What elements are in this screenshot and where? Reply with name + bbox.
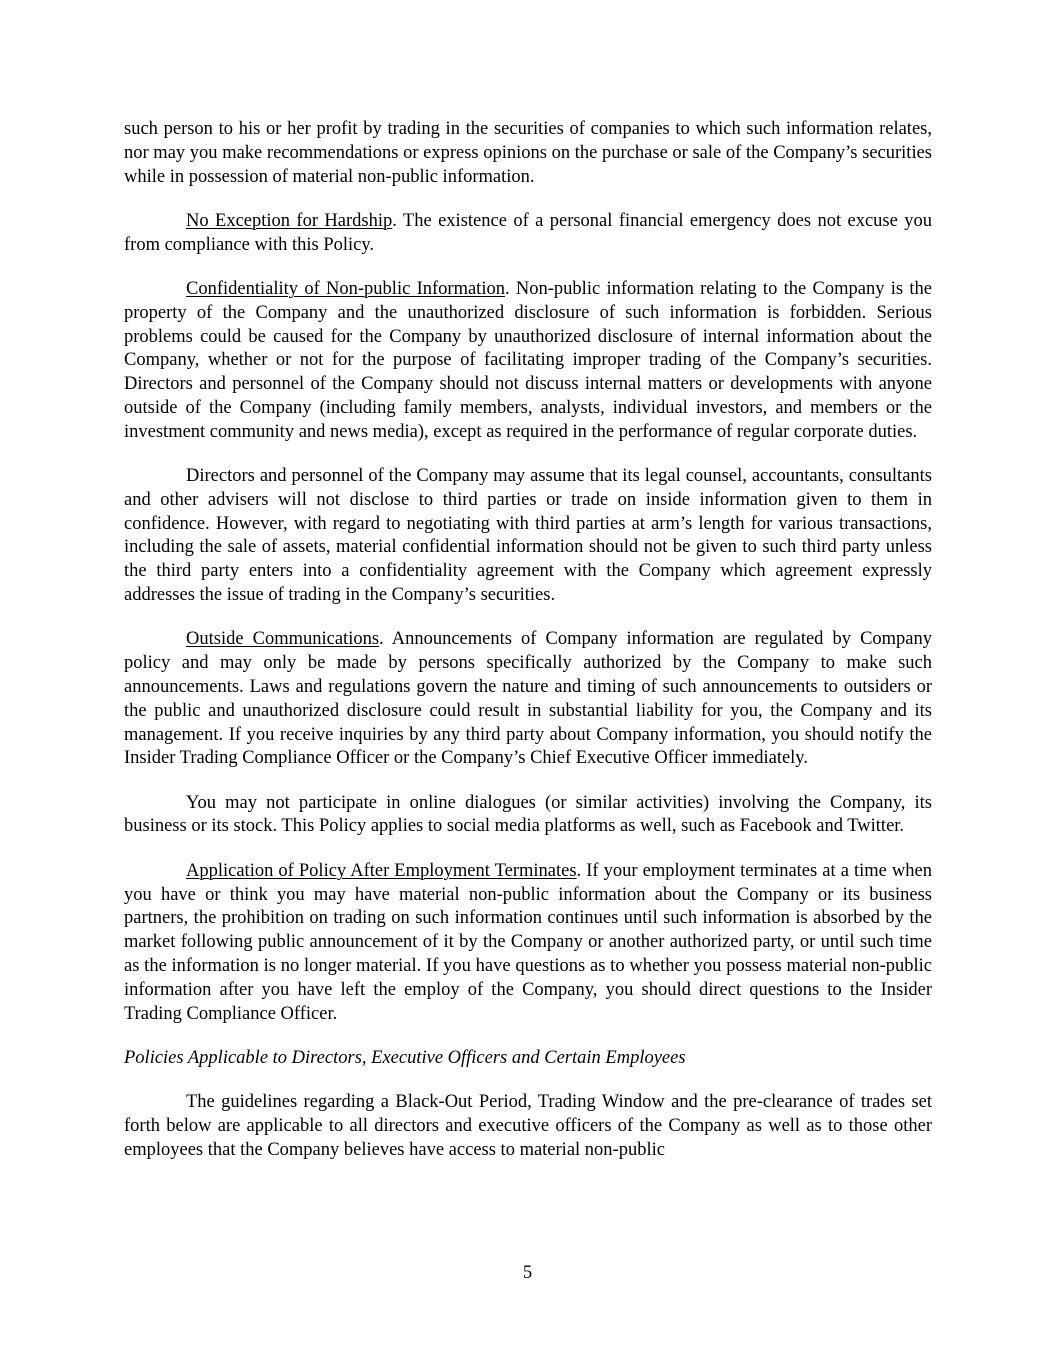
- section-heading: Policies Applicable to Directors, Executive Officers and Certain Employees: [124, 1047, 686, 1068]
- document-body: [124, 118, 932, 1183]
- paragraph-advisers: Directors and personnel of the Company may assume that its legal counsel, accountants, consultants and other advisers will not disclose to third parties or trade on inside information given to them in confidence. However, with regard to negotiating with third parties at arm’s length for various transactions, including the sale of assets, material confidential information should not be given to such third party unless the third party enters into a confidentiality agreement with the Company which agreement expressly addresses the issue of trading in the Company’s securities.: [124, 466, 932, 606]
- paragraph-text: Announcements of Company information are regulated by Company policy and may only be made by persons specifically authorized by the Company to make such announcements. Laws and regulations govern the nature and timing of such announcements to outsiders or the public and unauthorized disclosure could result in substantial liability for you, the Company and its management. If you receive inquiries by any third party about Company information, you should notify the Insider Trading Compliance Officer or the Company’s Chief Executive Officer immediately.: [124, 629, 933, 769]
- paragraph-heading: Confidentiality of Non-public Information: [186, 278, 505, 299]
- heading-separator: .: [379, 629, 392, 650]
- paragraph-heading: Outside Communications: [186, 629, 380, 650]
- paragraph-confidentiality: [124, 278, 932, 445]
- paragraph-heading: Application of Policy After Employment Terminates: [186, 860, 577, 881]
- heading-separator: .: [392, 210, 403, 231]
- page-number: 5: [522, 1263, 533, 1283]
- paragraph-text: If your employment terminates at a time when you have or think you may have material non-public information about the Company or its business partners, the prohibition on trading on such information continues until such information is absorbed by the market following public announcement of it by the Company or another authorized party, or until such time as the information is no longer material. If you have questions as to whether you possess material non-public information after you have left the employ of the Company, you should direct questions to the Insider Trading Compliance Officer.: [124, 860, 932, 1024]
- paragraph-text: Non-public information relating to the Company is the property of the Company and the unauthorized disclosure of such information is forbidden. Serious problems could be caused for the Company by unauthorized disclosure of internal information about the Company, whether or not for the purpose of facilitating improper trading of the Company’s securities. Directors and personnel of the Company should not discuss internal matters or developments with anyone outside of the Company (including family members, analysts, individual investors, and members or the investment community and news media), except as required in the performance of regular corporate duties.: [124, 278, 933, 442]
- paragraph-continuation: such person to his or her profit by trading in the securities of companies to which such information relates, nor may you make recommendations or express opinions on the purchase or sale of the Company’s securities while in possession of material non-public information.: [124, 119, 932, 187]
- paragraph-text: The existence of a personal financial emergency does not excuse you from compliance with this Policy.: [124, 210, 932, 255]
- paragraph-no-exception-for-hardship: [124, 210, 932, 258]
- paragraph-heading: No Exception for Hardship: [186, 210, 393, 231]
- paragraph-online-dialogues: You may not participate in online dialogues (or similar activities) involving the Company, its business or its stock. This Policy applies to social media platforms as well, such as Facebook and Twitter.: [124, 792, 932, 837]
- paragraph-after-employment: [124, 860, 932, 1027]
- paragraph-guidelines: The guidelines regarding a Black-Out Period, Trading Window and the pre-clearance of trades set forth below are applicable to all directors and executive officers of the Company as well as to those other employees that the Company believes have access to material non-public: [124, 1092, 932, 1160]
- heading-separator: .: [504, 278, 516, 299]
- heading-separator: .: [576, 860, 587, 881]
- paragraph-outside-communications: [124, 628, 932, 771]
